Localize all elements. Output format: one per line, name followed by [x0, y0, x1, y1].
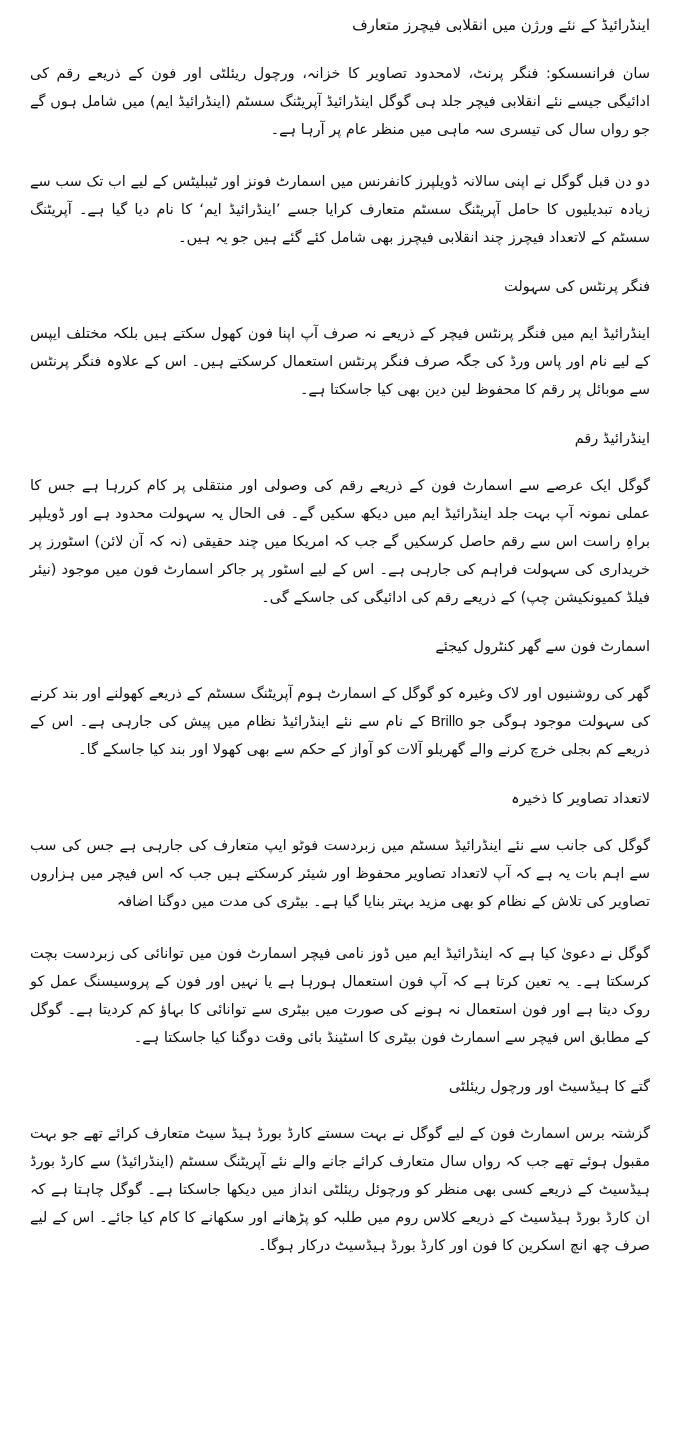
home-control-text-after: کے نام سے نئے اینڈرائیڈ نظام میں پیش کی جارہی ہے۔ اس کے ذریعے کم بجلی خرچ کرنے والے گھریلو آلات کو آواز کے حکم سے بھی کھولا اور بند کیا جاسکے گا۔ — [30, 714, 650, 758]
intro-paragraph: سان فرانسسکو: فنگر پرنٹ، لامحدود تصاویر کا خزانہ، ورچول ریئلٹی اور فون کے ذریعے رقم کی ادائیگی جیسے نئے انقلابی فیچر جلد ہی گوگل اینڈرائیڈ آپریٹنگ سسٹم (اینڈرائیڈ ایم) میں شامل ہوں گے جو رواں سال کی تیسری سہ ماہی میں منظر عام پر آرہا ہے۔ — [30, 66, 650, 138]
paragraph-battery: گوگل نے دعویٰ کیا ہے کہ اینڈرائیڈ ایم میں ڈوز نامی فیچر اسمارٹ فون میں توانائی کی زبردست بچت کرسکتا ہے۔ یہ تعین کرتا ہے کہ آپ فون استعمال ہورہا ہے یا نہیں اور فون کے پروسیسنگ عمل کو روک دیتا ہے اور فون استعمال نہ ہونے کی صورت میں بیٹری سے توانائی کا بہاؤ کم کردیتا ہے۔ گوگل کے مطابق اس فیچر سے اسمارٹ فون بیٹری کا اسٹینڈ بائی وقت دوگنا کیا جاسکتا ہے۔ — [30, 946, 650, 1046]
home-control-text-before: گھر کی روشنیوں اور لاک وغیرہ کو گوگل کے اسمارٹ ہوم آپریٹنگ سسٹم کے ذریعے کھولنے اور بند کرنے کی سہولت موجود ہوگی جو — [30, 686, 650, 730]
article-title: اینڈرائیڈ کے نئے ورژن میں انقلابی فیچرز متعارف — [352, 16, 650, 34]
paragraph-home-control — [30, 680, 650, 764]
paragraph-cardboard-vr: گزشتہ برس اسمارٹ فون کے لیے گوگل نے بہت سستے کارڈ بورڈ ہیڈ سیٹ متعارف کرائے تھے جو بہت مقبول ہوئے تھے جب کہ رواں سال متعارف کرائے جانے والے نئے آپریٹنگ سسٹم (اینڈرائیڈ) سے کارڈ بورڈ ہیڈسیٹ کے ذریعے کسی بھی منظر کو ورچوئل ریئلٹی انداز میں دیکھا جاسکتا ہے۔ گوگل چاہتا ہے کہ ان کارڈ بورڈ ہیڈسیٹ کے ذریعے کلاس روم میں طلبہ کو پڑھانے اور سکھانے کا کام کیا جائے۔ اس کے لیے صرف چھ انچ اسکرین کا فون اور کارڈ بورڈ ہیڈسیٹ درکار ہوگا۔ — [30, 1126, 650, 1254]
conference-paragraph: دو دن قبل گوگل نے اپنی سالانہ ڈویلپرز کانفرنس میں اسمارٹ فونز اور ٹیبلیٹس کے لیے اب تک سب سے زیادہ تبدیلیوں کا حامل آپریٹنگ سسٹم متعارف کرایا جسے ’اینڈرائیڈ ایم‘ کا نام دیا گیا ہے۔ آپریٹنگ سسٹم کے لاتعداد فیچرز چند انقلابی فیچرز بھی شامل کئے گئے ہیں جو یہ ہیں۔ — [30, 174, 650, 246]
heading-cardboard-vr: گتے کا ہیڈسیٹ اور ورچول ریئلٹی — [448, 1079, 650, 1095]
heading-android-pay: اینڈرائیڈ رقم — [574, 431, 650, 447]
heading-photos: لاتعداد تصاویر کا ذخیرہ — [511, 791, 650, 807]
paragraph-photos: گوگل کی جانب سے نئے اینڈرائیڈ سسٹم میں زبردست فوٹو ایپ متعارف کی جارہی ہے جس کی سب سے اہم بات یہ ہے کہ آپ لاتعداد تصاویر محفوظ اور شیئر کرسکتے ہیں جب کہ اس فیچر میں ہزاروں تصاویر کی تلاش کے نظام کو بھی مزید بہتر بنایا گیا ہے۔ بیٹری کی مدت میں دوگنا اضافہ — [30, 838, 650, 910]
brillo-word: Brillo — [431, 714, 464, 730]
paragraph-fingerprints: اینڈرائیڈ ایم میں فنگر پرنٹس فیچر کے ذریعے نہ صرف آپ اپنا فون کھول سکتے ہیں بلکہ مختلف ایپس کے لیے نام اور پاس ورڈ کی جگہ صرف فنگر پرنٹس استعمال کرسکتے ہیں۔ اس کے علاوہ فنگر پرنٹس سے موبائل پر رقم کا محفوظ لین دین بھی کیا جاسکتا ہے۔ — [30, 326, 650, 398]
heading-home-control: اسمارٹ فون سے گھر کنٹرول کیجئے — [435, 639, 650, 655]
heading-fingerprints: فنگر پرنٹس کی سہولت — [504, 279, 650, 295]
paragraph-android-pay: گوگل ایک عرصے سے اسمارٹ فون کے ذریعے رقم کی وصولی اور منتقلی پر کام کررہا ہے جس کا عملی نمونہ آپ بہت جلد اینڈرائیڈ ایم میں دیکھ سکیں گے۔ فی الحال یہ سہولت محدود ہے اور ڈویلپر براہِ راست اس سے رقم حاصل کرسکیں گے جب کہ امریکا میں چند حقیقی (نہ کہ آن لائن) اسٹورز پر خریداری کی سہولت فراہم کی جارہی ہے۔ اس کے لیے اسٹور پر جاکر اسمارٹ فون میں موجود (نیئر فیلڈ کمیونکیشن چپ) کے ذریعے رقم کی ادائیگی کی جاسکے گی۔ — [30, 478, 650, 606]
